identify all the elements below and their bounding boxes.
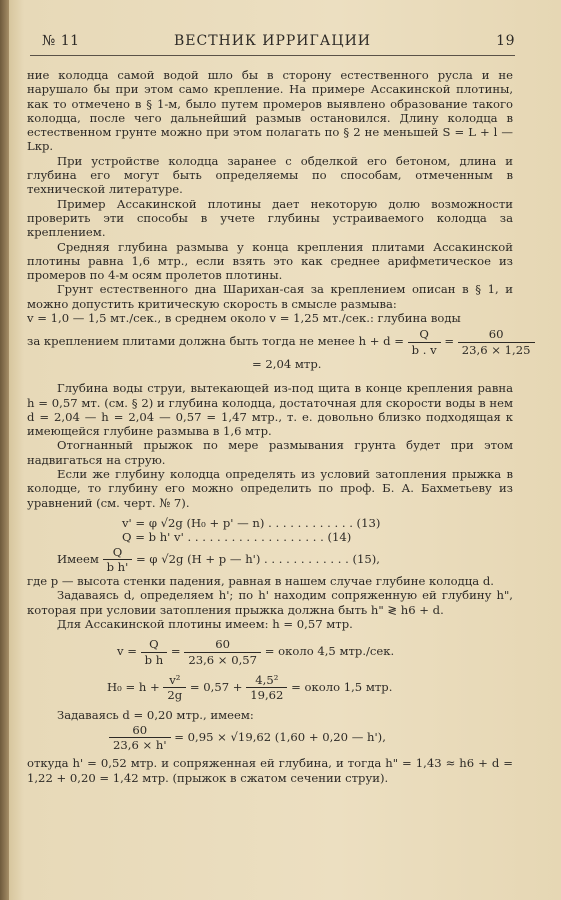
paragraph-11: Для Ассакинской плотины имеем: h = 0,57 мтр.: [57, 616, 353, 631]
velocity-equation-prefix: v =: [117, 644, 137, 659]
fraction-q-bv: [408, 327, 441, 357]
fraction-60-value: [458, 327, 535, 357]
paragraph-1: ние колодца самой водой шло бы в сторону естественного русла и не нарушало бы при этом само крепление. На примере Ассакинской плотины, как то отмечено в § 1-м, было путем промеров выявлено образование такого колодца, после чего дальнейший размыв остановился. Длину колодца в естественном грунте можно при этом полагать по § 2 не меньшей S = L + l — Lкр.: [27, 68, 513, 154]
fraction-numerator: 60: [458, 327, 535, 342]
equation-13: v' = φ √2g (H₀ + p' — n) . . . . . . . . . . . . (13): [122, 515, 381, 530]
fraction-v2-2g: [163, 673, 186, 703]
fraction-denominator: 23,6 × 0,57: [188, 652, 258, 667]
fraction-denominator: 19,62: [250, 688, 284, 703]
book-spine: [0, 0, 9, 900]
equation-15-prefix: Имеем: [57, 551, 99, 566]
paragraph-6: Глубина воды струи, вытекающей из-под щита в конце крепления равна h = 0,57 мт. (см. § 2) и глубина колодца, достаточная для скорости воды в нем d = 2,04 — h = 2,04 — 0,57 = 1,47 мтр., т. е. довольно близко подходящая к имеющейся глубине размыва в 1,6 мтр.: [27, 381, 513, 439]
fraction-60-057: [184, 637, 261, 667]
fraction-numerator: Q: [103, 545, 133, 560]
body-text: [27, 68, 531, 785]
equation-14: Q = b h' v' . . . . . . . . . . . . . . . . . . . (14): [122, 530, 352, 545]
fraction-60-h: [109, 723, 171, 753]
paragraph-3: Пример Ассакинской плотины дает некоторую долю возможности проверить эти способы в учете глубины устраиваемого колодца за креплением.: [27, 196, 513, 240]
paragraph-12: Задаваясь d = 0,20 мтр., имеем:: [57, 708, 254, 723]
fraction-numerator: Q: [408, 327, 441, 342]
issue-number: № 11: [42, 33, 80, 49]
depth-result: = 2,04 мтр.: [252, 356, 322, 371]
paragraph-9: где p — высота стенки падения, равная в нашем случае глубине колодца d.: [27, 574, 494, 589]
equals-sign: =: [444, 334, 455, 349]
paragraph-10: Задаваясь d, определяем h'; по h' находим сопряженную ей глубину h", которая при условии затопления прыжка должна быть h" ≷ h6 + d.: [27, 588, 513, 617]
head-equation-prefix: H₀ = h +: [107, 679, 160, 694]
paragraph-8: Если же глубину колодца определять из условий затопления прыжка в колодце, то глубину его можно определить по проф. Б. А. Бахметьеву из уравнений (см. черт. № 7).: [27, 467, 513, 510]
equation-15: [57, 545, 513, 575]
fraction-numerator: Q: [141, 637, 168, 652]
fraction-numerator: v²: [163, 673, 186, 688]
fraction-denominator: b h: [144, 652, 164, 667]
fraction-q-bh: [103, 545, 133, 575]
head-equation-middle: = 0,57 +: [189, 679, 243, 694]
paragraph-4: Средняя глубина размыва у конца крепления плитами Ассакинской плотины равна 1,6 мтр., если взять это как среднее арифметическое из промеров по 4-м осям пролетов плотины.: [27, 239, 513, 283]
head-result: = около 1,5 мтр.: [291, 679, 393, 694]
fraction-q-bh-velocity: [141, 637, 168, 667]
fraction-denominator: 23,6 × 1,25: [461, 342, 531, 357]
velocity-equation: [117, 637, 513, 667]
equals-sign: =: [170, 644, 181, 659]
paragraph-7: Отогнанный прыжок по мере размывания грунта будет при этом надвигаться на струю.: [27, 438, 513, 467]
velocity-line: v = 1,0 — 1,5 мт./сек., в среднем около v = 1,25 мт./сек.: глубина воды: [27, 311, 461, 326]
paragraph-2: При устройстве колодца заранее с обделкой его бетоном, длина и глубина его могут быть определяемы по способам, отмеченным в технической литературе.: [27, 153, 513, 197]
equation-15-rest: = φ √2g (H + p — h') . . . . . . . . . . . . (15),: [136, 551, 380, 566]
depth-trial-equation: [109, 723, 513, 753]
depth-trial-rest: = 0,95 × √19,62 (1,60 + 0,20 — h'),: [174, 729, 386, 744]
head-equation: [107, 673, 513, 703]
fraction-denominator: b . v: [411, 342, 437, 357]
velocity-result: = около 4,5 мтр./сек.: [264, 644, 395, 659]
fraction-numerator: 60: [109, 723, 171, 738]
paragraph-13: откуда h' = 0,52 мтр. и сопряженная ей глубина, и тогда h" = 1,43 ≈ h6 + d = 1,22 + 0,20 = 1,42 мтр. (прыжок в сжатом сечении струи).: [27, 756, 513, 785]
fraction-numerator: 60: [184, 637, 261, 652]
fraction-numerator: 4,5²: [246, 673, 287, 688]
running-header: [30, 33, 515, 56]
fraction-denominator: 2g: [167, 688, 183, 703]
journal-title: ВЕСТНИК ИРРИГАЦИИ: [173, 33, 372, 49]
fraction-denominator: 23,6 × h': [113, 738, 167, 753]
fraction-denominator: b h': [106, 559, 129, 574]
depth-equation-left: за креплением плитами должна быть тогда не менее h + d =: [27, 334, 404, 349]
fraction-45sq-1962: [246, 673, 287, 703]
paragraph-5: Грунт естественного дна Шарихан-сая за креплением описан в § 1, и можно допустить критическую скорость в смысле размыва:: [27, 282, 513, 311]
depth-equation: [27, 327, 531, 357]
page-number: 19: [496, 33, 515, 49]
